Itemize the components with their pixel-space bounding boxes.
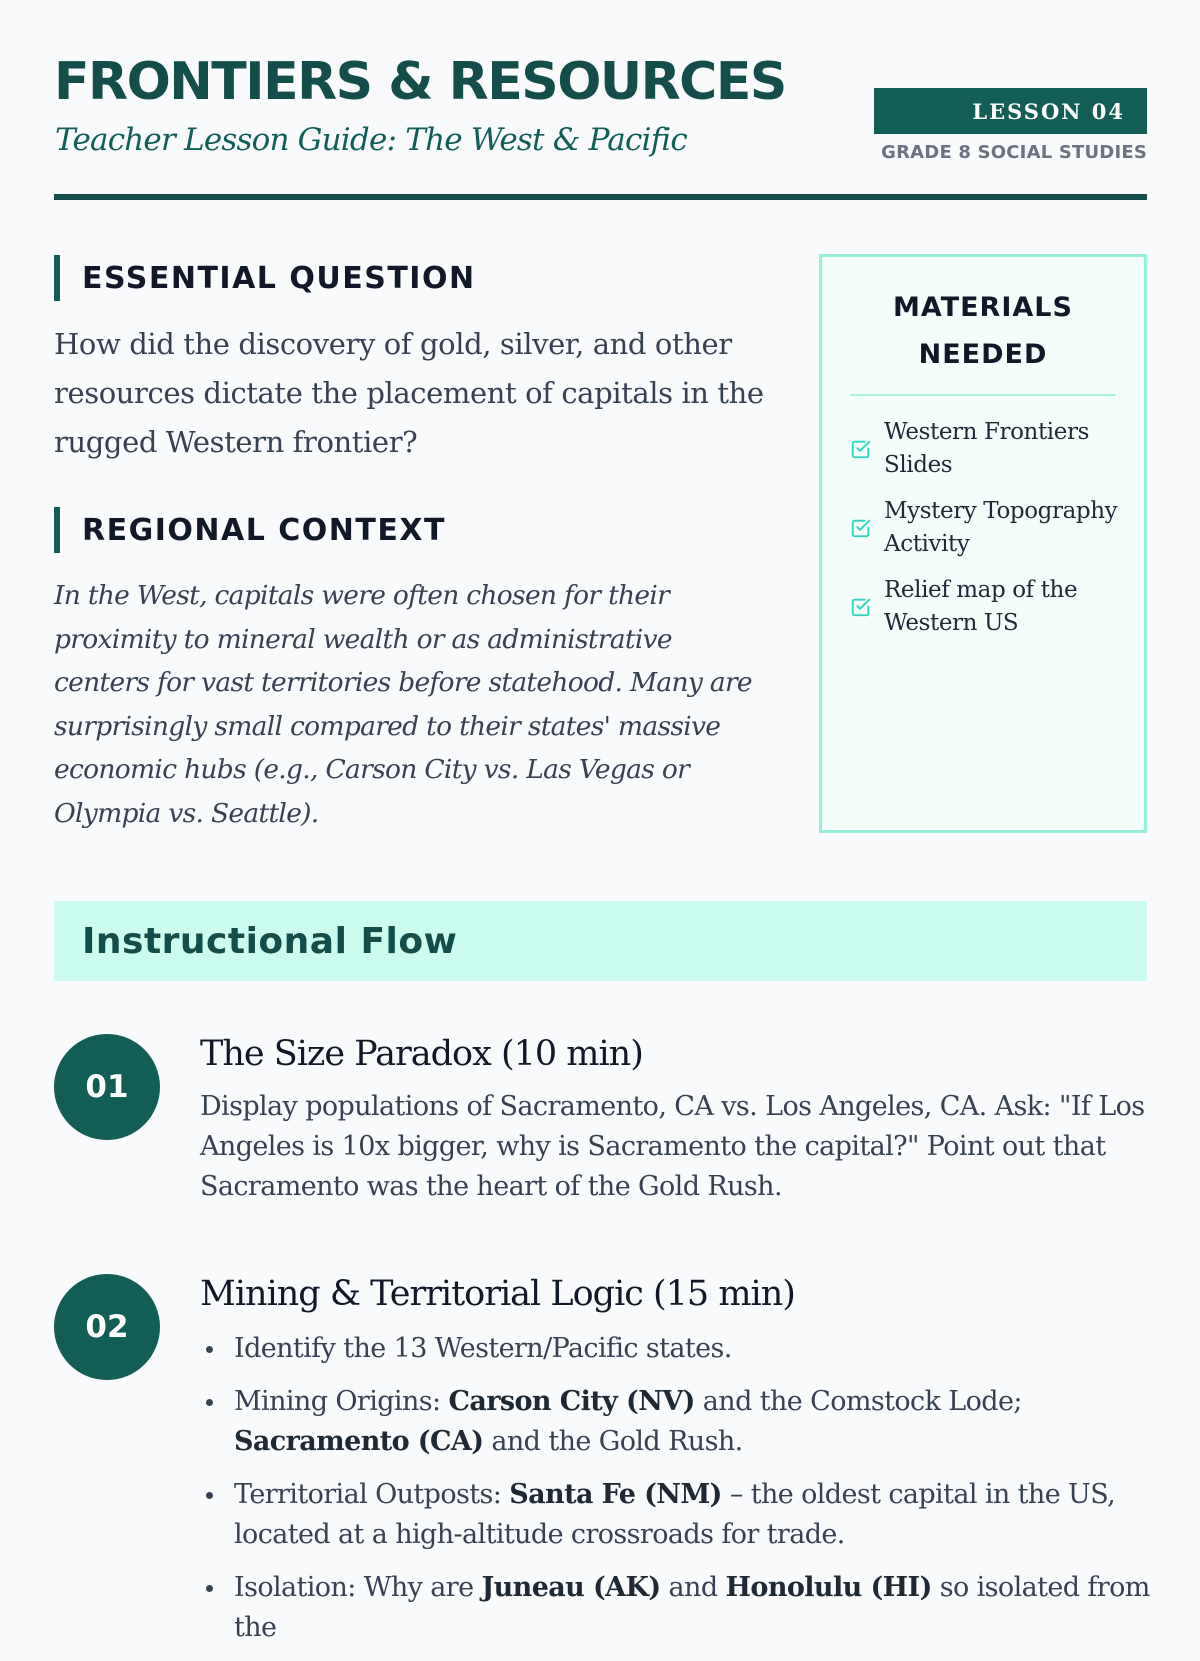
check-square-icon (850, 596, 872, 618)
check-square-icon (850, 517, 872, 539)
materials-item-label: Mystery Topography Activity (884, 498, 1118, 557)
step-title: The Size Paradox (10 min) (200, 1034, 643, 1074)
capital-name: Carson City (NV) (448, 1386, 695, 1417)
step-bullet-item (200, 1329, 1150, 1369)
step-bullet-item (200, 1475, 1150, 1555)
bullet-text: and the Comstock Lode; (694, 1386, 1022, 1417)
header-divider (54, 194, 1147, 200)
bullet-text: Isolation: Why are (234, 1572, 482, 1603)
instructional-flow-heading: Instructional Flow (54, 901, 1147, 981)
page-subtitle: Teacher Lesson Guide: The West & Pacific (55, 122, 687, 158)
bullet-text: – the oldest capital in the US, located at a high-altitude crossroads for trade. (234, 1479, 1116, 1550)
regional-context-heading: REGIONAL CONTEXT (54, 507, 446, 553)
step-bullet-list (200, 1329, 1150, 1661)
step-number-badge: 01 (54, 1034, 160, 1140)
essential-question-heading: ESSENTIAL QUESTION (54, 255, 476, 301)
materials-item (850, 495, 1124, 561)
check-square-icon (850, 438, 872, 460)
capital-name: Sacramento (CA) (234, 1426, 484, 1457)
step-description: Display populations of Sacramento, CA vs. Los Angeles, CA. Ask: "If Los Angeles is 10x bigger, why is Sacramento the capital?" Point out that Sacramento was the heart of the Gold Rush. (200, 1091, 1145, 1202)
materials-item-label: Relief map of the Western US (884, 577, 1078, 636)
bullet-text: Mining Origins: (234, 1386, 449, 1417)
bullet-text: and (660, 1572, 726, 1603)
grade-label: GRADE 8 SOCIAL STUDIES (881, 142, 1147, 163)
bullet-text: and the Gold Rush. (483, 1426, 743, 1457)
materials-panel (819, 254, 1147, 833)
step-bullet-item (200, 1568, 1150, 1648)
bullet-text: so isolated from the (234, 1572, 1150, 1643)
materials-title: MATERIALS NEEDED (850, 284, 1116, 396)
capital-name: Juneau (AK) (481, 1572, 661, 1603)
regional-context-text: In the West, capitals were often chosen for their proximity to mineral wealth or as administrative centers for vast territories before statehood. Many are surprisingly small compared to their states' massive economic hubs (e.g., Carson City vs. Las Vegas or Olympia vs. Seattle). (54, 580, 752, 829)
materials-item (850, 574, 1124, 640)
materials-item-label: Western Frontiers Slides (884, 419, 1089, 478)
bullet-text: Territorial Outposts: (234, 1479, 510, 1510)
lesson-badge: LESSON 04 (874, 88, 1147, 134)
step-title: Mining & Territorial Logic (15 min) (200, 1274, 795, 1314)
page-title: FRONTIERS & RESOURCES (54, 52, 786, 112)
capital-name: Honolulu (HI) (725, 1572, 932, 1603)
materials-list (850, 416, 1124, 640)
capital-name: Santa Fe (NM) (509, 1479, 722, 1510)
bullet-text: Identify the 13 Western/Pacific states. (234, 1333, 732, 1364)
step-bullet-item (200, 1382, 1150, 1462)
essential-question-text: How did the discovery of gold, silver, and other resources dictate the placement of capitals in the rugged Western frontier? (54, 327, 764, 459)
materials-item (850, 416, 1124, 482)
step-number-badge: 02 (54, 1274, 160, 1380)
